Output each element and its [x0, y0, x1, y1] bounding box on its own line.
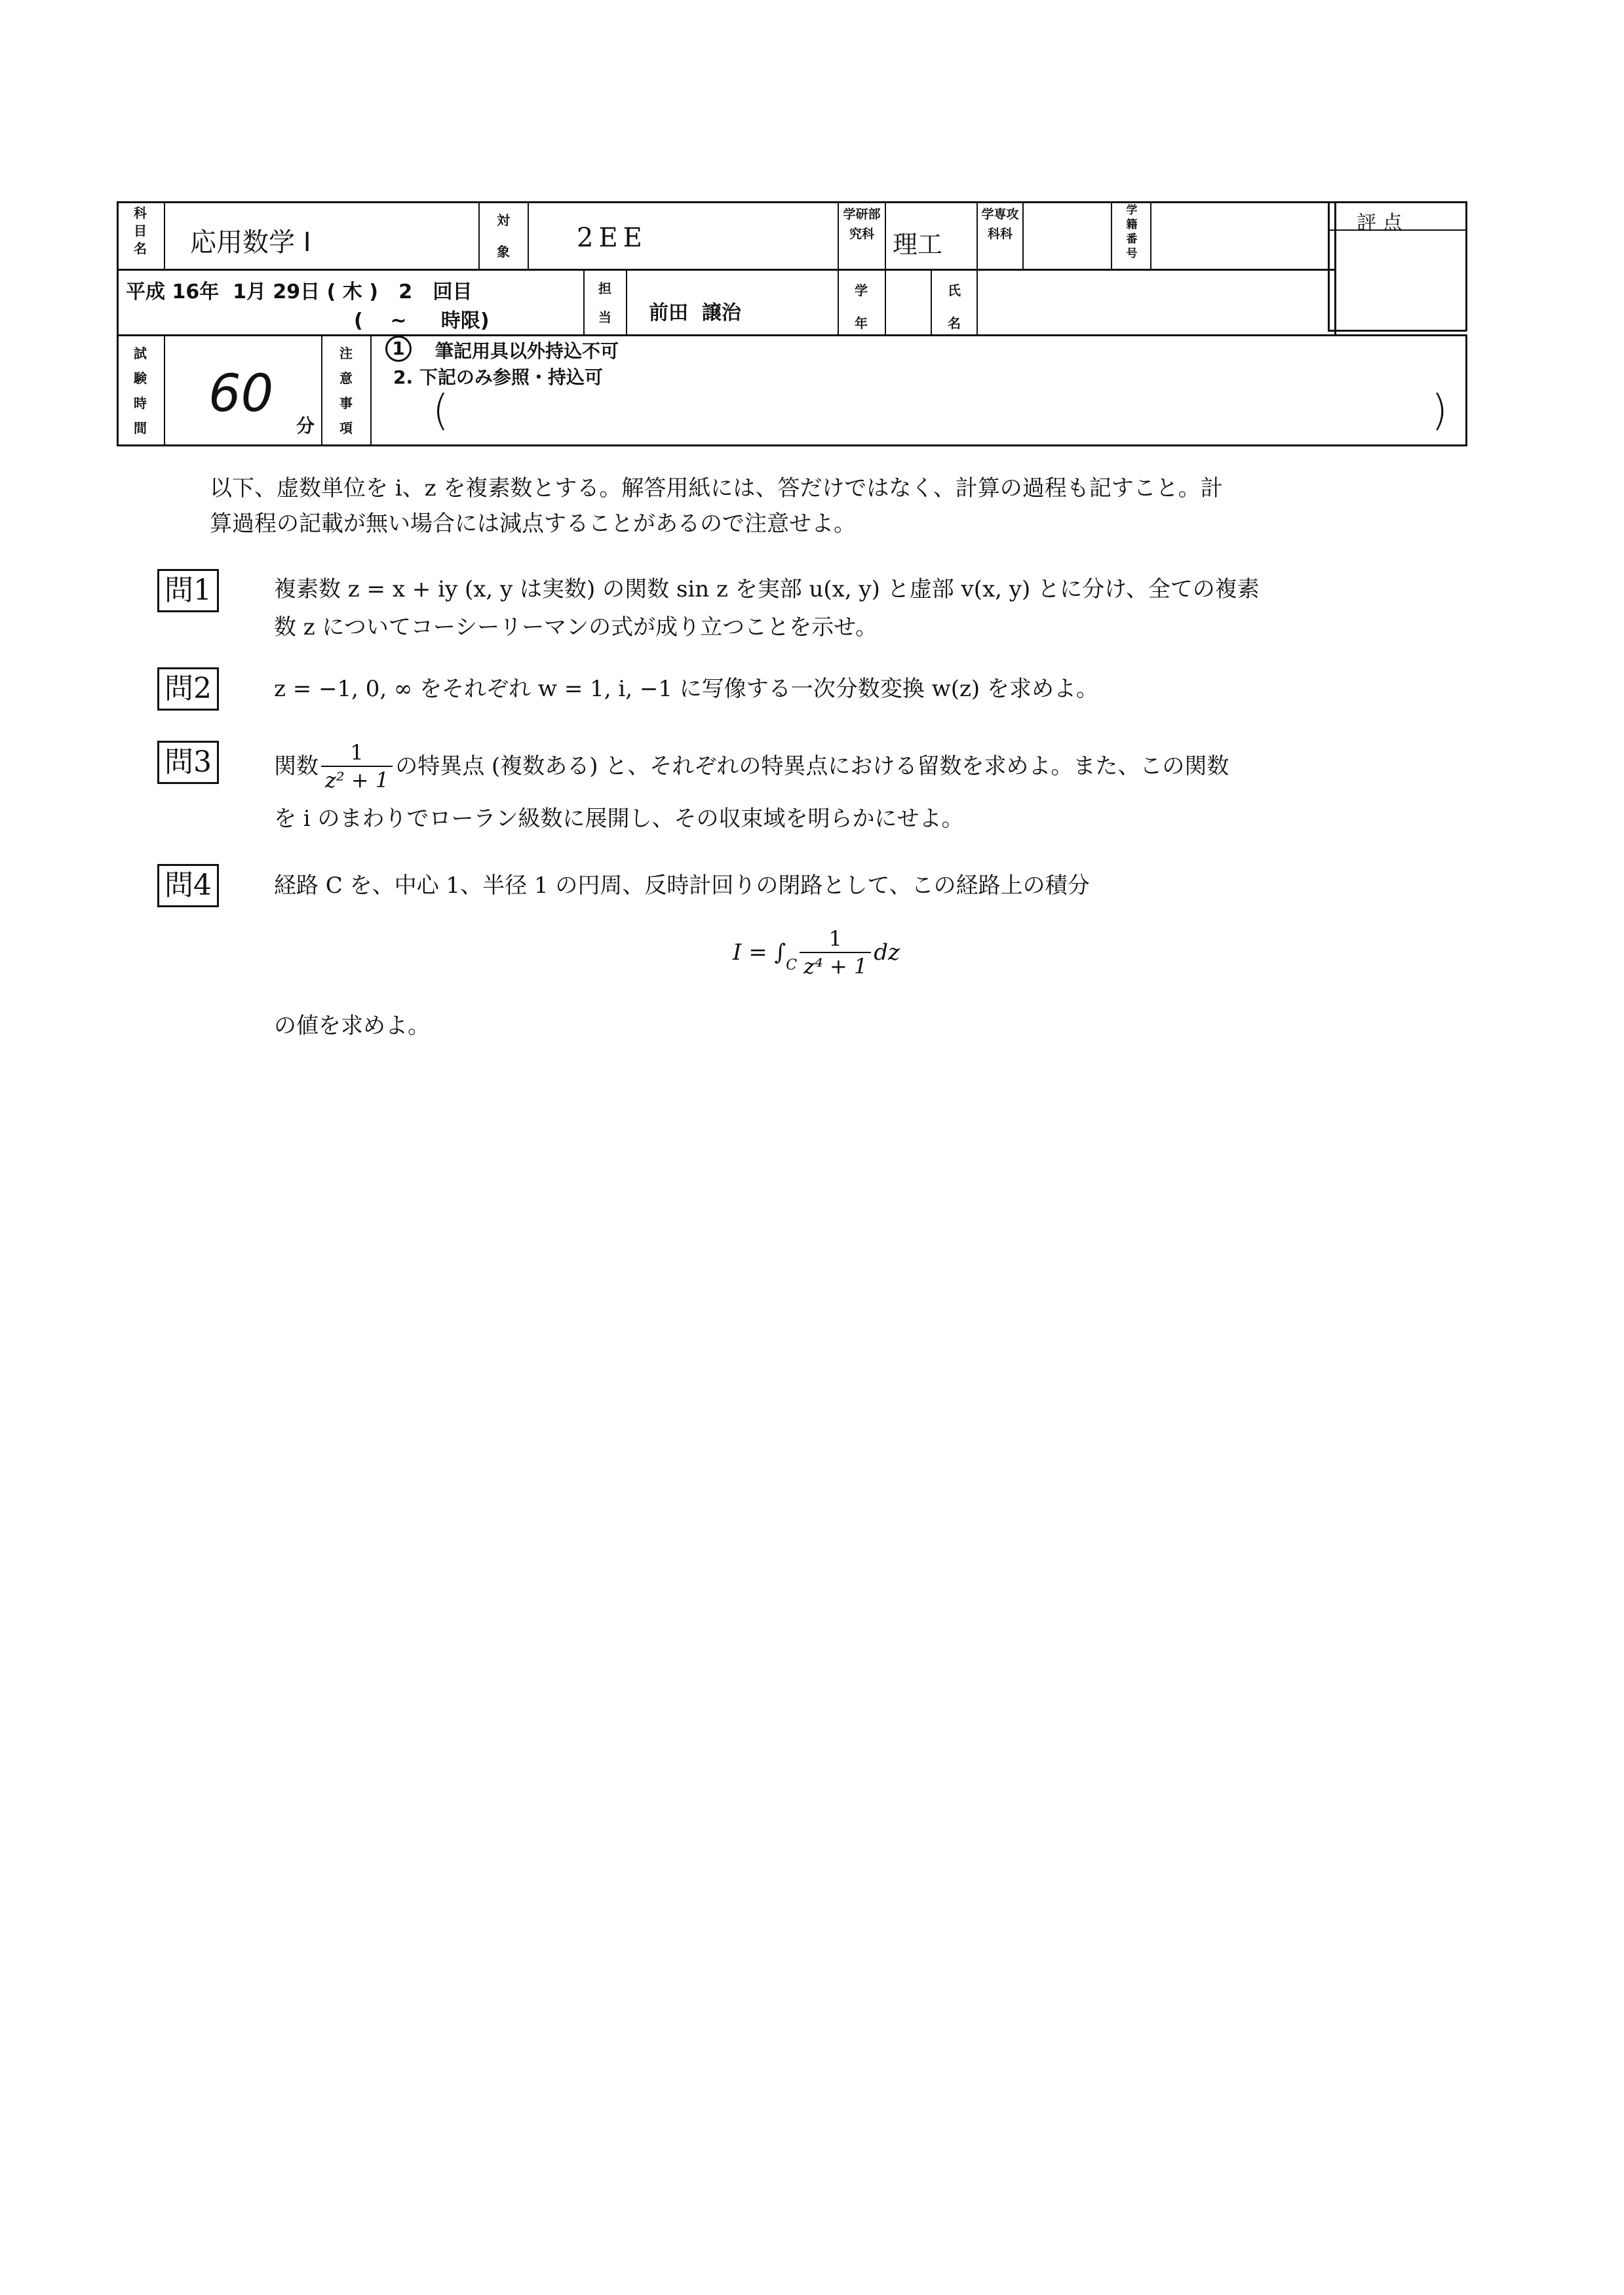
integral-lhs: I = ∫ — [733, 939, 786, 966]
score-label: 評 点 — [1357, 212, 1402, 235]
exam-time-value: 60 — [208, 364, 274, 423]
subject-value: 応用数学 I — [190, 227, 311, 258]
question-1-line-2: 数 z についてコーシーリーマンの式が成り立つことを示せ。 — [274, 614, 878, 640]
exam-period: ( ~ 時限) — [354, 309, 490, 332]
name-label: 氏名 — [948, 283, 961, 331]
target-label: 対象 — [497, 212, 510, 260]
integral-subscript: C — [786, 956, 798, 973]
teacher-label: 担当 — [598, 281, 611, 325]
question-3-fraction-numerator: 1 — [350, 740, 364, 765]
intro-line-1: 以下、虚数単位を i、z を複素数とする。解答用紙には、答だけではなく、計算の過程も記すこと。計 — [210, 475, 1223, 501]
question-3-prefix: 関数 — [274, 753, 319, 779]
target-value: 2EE — [577, 223, 648, 253]
student-number-label: 学籍番号 — [1126, 204, 1138, 260]
integral-numerator: 1 — [828, 926, 842, 951]
notes-label: 注意事項 — [339, 345, 353, 436]
question-2-line-1: z = −1, 0, ∞ をそれぞれ w = 1, i, −1 に写像する一次分数変換 w(z) を求めよ。 — [274, 676, 1098, 702]
note-2: 2. 下記のみ参照・持込可 — [393, 366, 603, 388]
exam-time-unit: 分 — [296, 415, 315, 437]
exam-time-label: 試験時間 — [134, 345, 147, 436]
question-4-label: 問4 — [157, 864, 219, 907]
question-1-label: 問1 — [157, 569, 219, 612]
question-3-line-2: を i のまわりでローラン級数に展開し、その収束域を明らかにせよ。 — [274, 806, 964, 832]
dept-value: 理工 — [893, 230, 943, 259]
question-1-line-1: 複素数 z = x + iy (x, y は実数) の関数 sin z を実部 u(x, y) と虚部 v(x, y) とに分け、全ての複素 — [274, 576, 1260, 602]
note-1: 筆記用具以外持込不可 — [435, 340, 619, 362]
question-3-line-1-rest: の特異点 (複数ある) と、それぞれの特異点における留数を求めよ。また、この関数 — [395, 753, 1229, 779]
question-3-fraction — [321, 739, 393, 793]
reference-close-paren: ) — [1431, 387, 1448, 435]
question-2-label: 問2 — [157, 667, 219, 711]
question-4-line-2: の値を求めよ。 — [274, 1013, 430, 1039]
integral-denominator: z⁴ + 1 — [800, 952, 871, 979]
question-3-label: 問3 — [157, 741, 219, 784]
subject-label: 科目名 — [134, 205, 147, 256]
integral-differential: dz — [874, 939, 900, 966]
intro-line-2: 算過程の記載が無い場合には減点することがあるので注意せよ。 — [210, 511, 856, 537]
note-1-circle-number: 1 — [385, 336, 412, 362]
question-4-integral-formula — [733, 926, 900, 979]
teacher-name: 前田 譲治 — [649, 302, 741, 324]
year-label: 学年 — [855, 283, 868, 331]
question-3-line-1 — [274, 739, 1229, 793]
integral-fraction — [800, 926, 871, 979]
question-3-fraction-denominator: z² + 1 — [321, 766, 393, 793]
dept-label: 学研部究科 — [843, 207, 881, 241]
exam-date: 平成 16年 1月 29日 ( 木 ) 2 回目 — [126, 281, 473, 304]
reference-open-paren: ( — [433, 387, 449, 435]
major-label: 学専攻科科 — [981, 207, 1019, 241]
question-4-line-1: 経路 C を、中心 1、半径 1 の円周、反時計回りの閉路として、この経路上の積分 — [274, 873, 1090, 899]
